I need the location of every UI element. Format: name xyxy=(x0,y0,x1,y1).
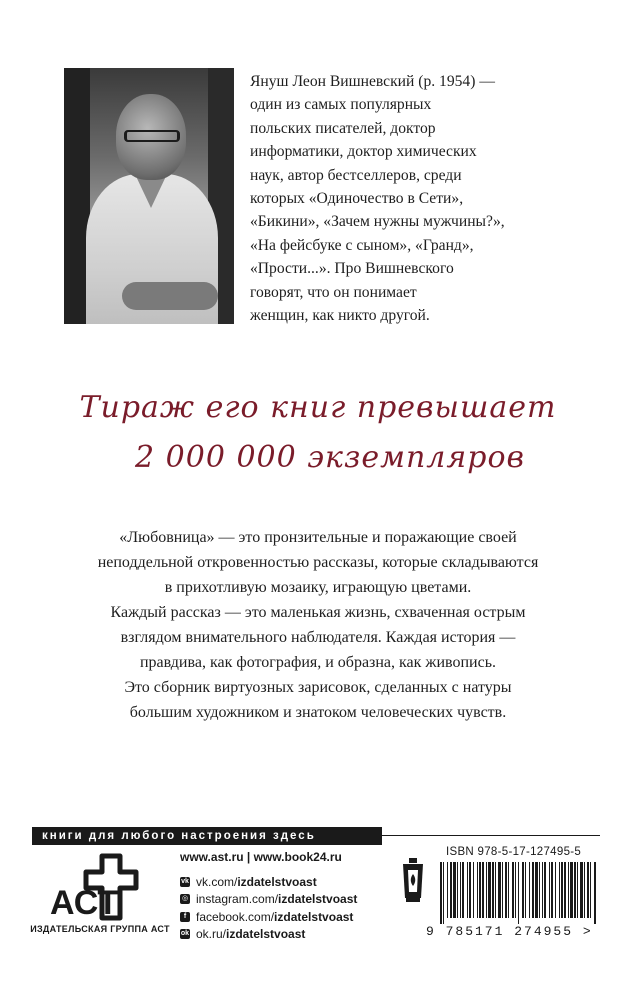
tagline-banner: книги для любого настроения здесь xyxy=(32,827,382,845)
social-link-instagram[interactable]: ◎ instagram.com/ izdatelstvoast xyxy=(181,892,358,907)
book-annotation: «Любовница» — это пронзительные и поражающие своей неподдельной откровенностью рассказы, которые складываются в прихотливую мозаику, играющую цветами. Каждый рассказ — это маленькая жизнь, схваченная острым взглядом внимательного наблюдателя. Каждая история — правдива, как фотография, и образна, как живопись. Это сборник виртуозных зарисовок, сделанных с натуры большим художником и знатоком человеческих чувств. xyxy=(97,529,539,721)
ast-logo-icon xyxy=(42,852,152,922)
isbn: ISBN 978-5-17-127495-5 xyxy=(446,846,582,858)
publisher-caption: ИЗДАТЕЛЬСКАЯ ГРУППА АСТ xyxy=(30,924,170,934)
odnoklassniki-icon: ok xyxy=(180,930,190,938)
print-run-headline-line2: 2 000 000 экземпляров xyxy=(135,440,525,475)
divider xyxy=(382,835,600,836)
facebook-icon: f xyxy=(180,912,190,922)
barcode-digits: 9 785171 274955 > xyxy=(426,924,593,939)
lantern-icon xyxy=(400,858,426,902)
instagram-icon: ◎ xyxy=(181,895,189,903)
vk-icon: vk xyxy=(181,877,189,885)
social-links xyxy=(180,873,357,943)
social-link-odnoklassniki[interactable]: ok ok.ru/ izdatelstvoast xyxy=(180,927,306,942)
publisher-footer xyxy=(0,820,636,1000)
ast-logo-lettering: АСТ xyxy=(50,884,119,922)
author-bio: Януш Леон Вишневский (р. 1954) — один из самых популярных польских писателей, доктор информатики, доктор химических наук, автор бестселлеров, среди которых «Одиночество в Сети», «Бикини», «Зачем нужны мужчины?», «На фейсбуке с сыном», «Гранд», «Прости...». Про Вишневского говорят, что он понимает женщин, как никто другой. xyxy=(250,73,505,325)
ast-logo xyxy=(30,852,170,942)
print-run-headline-line1: Тираж его книг превышает xyxy=(79,390,557,425)
author-photo xyxy=(64,68,234,324)
barcode xyxy=(436,862,602,924)
social-link-vk[interactable]: vk vk.com/ izdatelstvoast xyxy=(181,874,317,889)
social-link-facebook[interactable]: f facebook.com/ izdatelstvoast xyxy=(180,908,357,926)
publisher-websites[interactable]: www.ast.ru | www.book24.ru xyxy=(180,850,342,864)
